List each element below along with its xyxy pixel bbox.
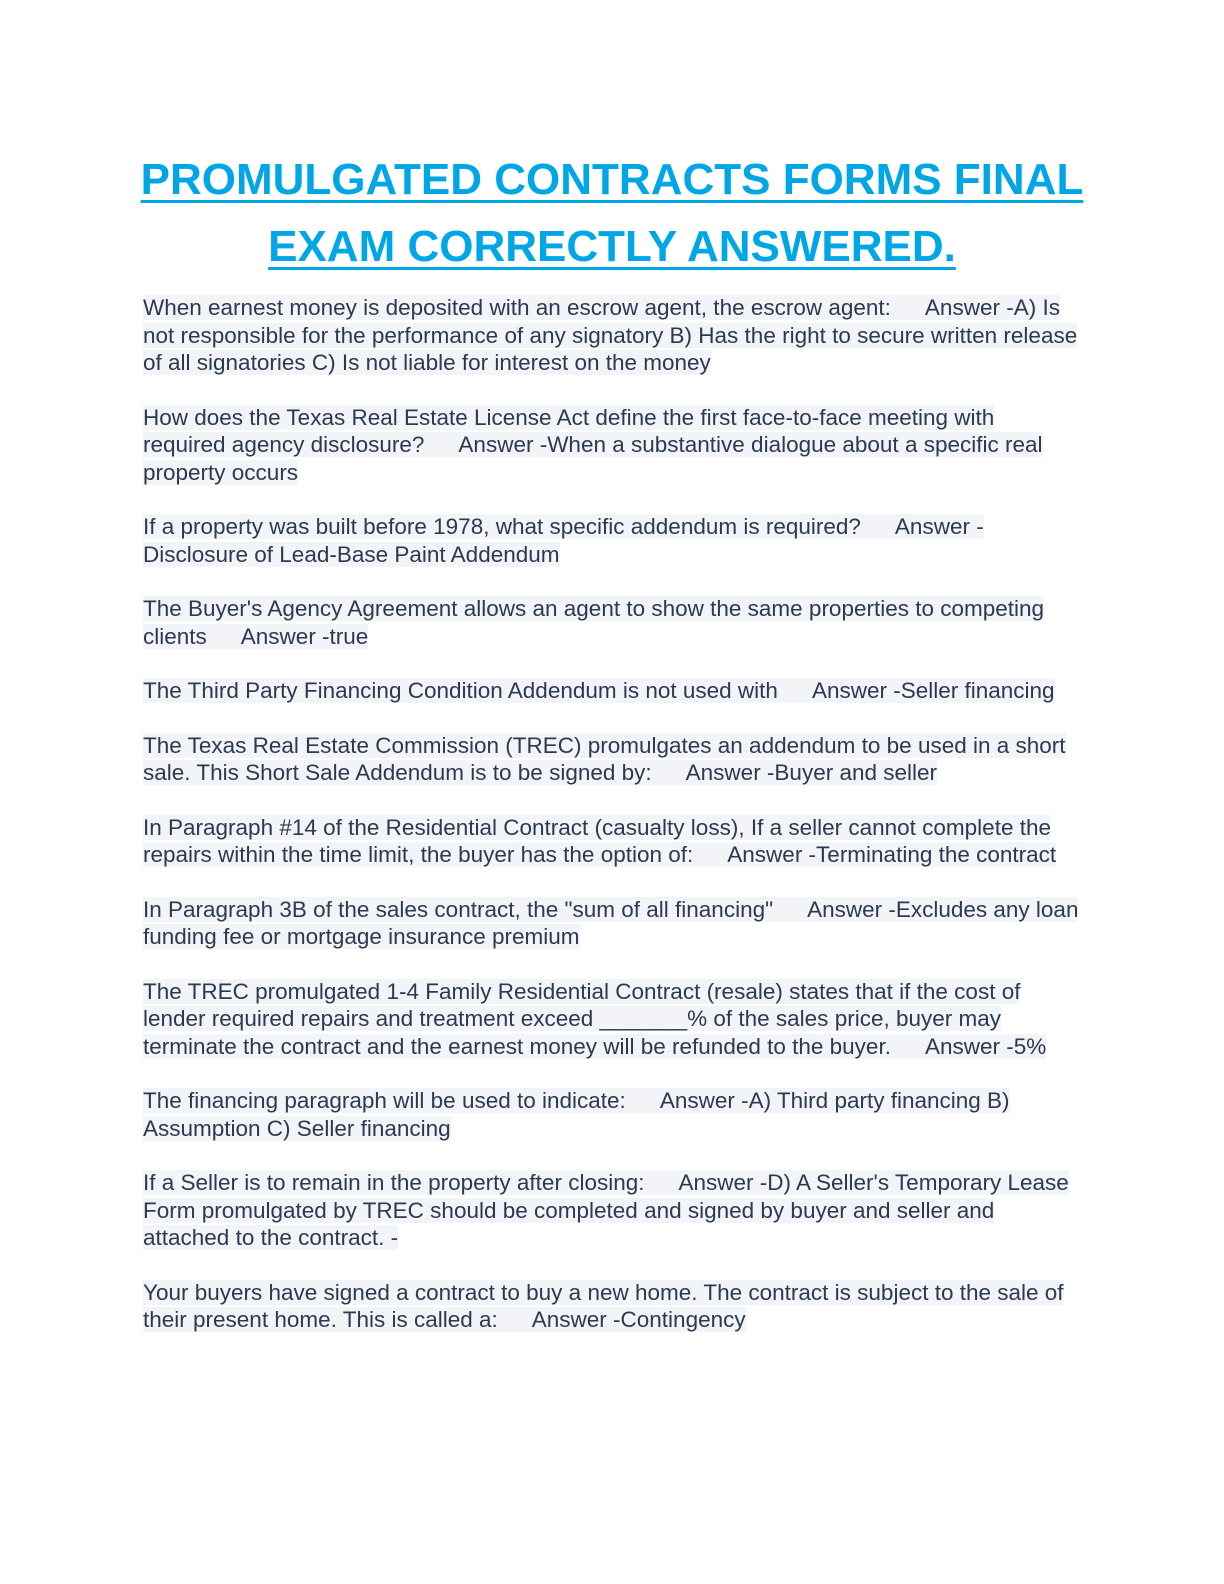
question-text: When earnest money is deposited with an escrow agent, the escrow agent: — [143, 295, 891, 320]
question-text: The Buyer's Agency Agreement allows an agent to show the same properties to competing clients — [143, 596, 1045, 649]
answer-text: Answer -Contingency — [531, 1307, 746, 1332]
qa-item — [143, 896, 1083, 951]
qa-item — [143, 404, 1083, 487]
question-text: The financing paragraph will be used to indicate: — [143, 1088, 626, 1113]
answer-text: Answer -A) Is not responsible for the performance of any signatory B) Has the right to secure written release of all signatories C) Is not liable for interest on the money — [143, 295, 1078, 375]
qa-item — [143, 814, 1083, 869]
question-text: In Paragraph #14 of the Residential Contract (casualty loss), If a seller cannot complete the repairs within the time limit, the buyer has the option of: — [143, 814, 1051, 867]
question-text: If a Seller is to remain in the property after closing: — [143, 1170, 645, 1195]
qa-item — [143, 1169, 1083, 1252]
qa-item — [143, 1087, 1083, 1142]
answer-text: Answer -Disclosure of Lead-Base Paint Addendum — [143, 514, 984, 567]
answer-text: Answer -Seller financing — [811, 678, 1055, 703]
title-line-1: PROMULGATED CONTRACTS FORMS FINAL — [140, 155, 1084, 204]
question-text: Your buyers have signed a contract to buy a new home. The contract is subject to the sale of their present home. This is called a: — [143, 1279, 1064, 1332]
question-text: How does the Texas Real Estate License Act define the first face-to-face meeting with required agency disclosure? — [143, 404, 995, 457]
question-text: The Third Party Financing Condition Addendum is not used with — [143, 678, 778, 703]
qa-item — [143, 978, 1083, 1061]
qa-item — [143, 1279, 1083, 1334]
qa-item — [143, 513, 1083, 568]
document-title — [100, 146, 1124, 280]
answer-text: Answer -5% — [924, 1033, 1047, 1059]
question-text: The Texas Real Estate Commission (TREC) promulgates an addendum to be used in a short sale. This Short Sale Addendum is to be signed by: — [143, 732, 1066, 785]
answer-text: Answer -Excludes any loan funding fee or mortgage insurance premium — [143, 896, 1079, 949]
qa-list — [143, 294, 1083, 1361]
answer-text: Answer -D) A Seller's Temporary Lease Form promulgated by TREC should be completed and signed by buyer and seller and attached to the contract. - — [143, 1170, 1069, 1250]
title-line-2: EXAM CORRECTLY ANSWERED. — [268, 222, 956, 271]
question-text: In Paragraph 3B of the sales contract, the "sum of all financing" — [143, 896, 774, 922]
answer-text: Answer -A) Third party financing B) Assumption C) Seller financing — [143, 1088, 1010, 1141]
qa-item — [143, 595, 1083, 650]
answer-text: Answer -Buyer and seller — [685, 760, 938, 785]
answer-text: Answer -true — [240, 623, 369, 649]
question-text: The TREC promulgated 1-4 Family Residential Contract (resale) states that if the cost of lender required repairs and treatment exceed _______% of the sales price, buyer may terminate the contract and the earnest money will be refunded to the buyer. — [143, 978, 1021, 1059]
qa-item — [143, 294, 1083, 377]
question-text: If a property was built before 1978, what specific addendum is required? — [143, 514, 861, 539]
qa-item — [143, 677, 1083, 705]
qa-item — [143, 732, 1083, 787]
answer-text: Answer -Terminating the contract — [727, 842, 1057, 867]
answer-text: Answer -When a substantive dialogue about a specific real property occurs — [143, 432, 1043, 485]
